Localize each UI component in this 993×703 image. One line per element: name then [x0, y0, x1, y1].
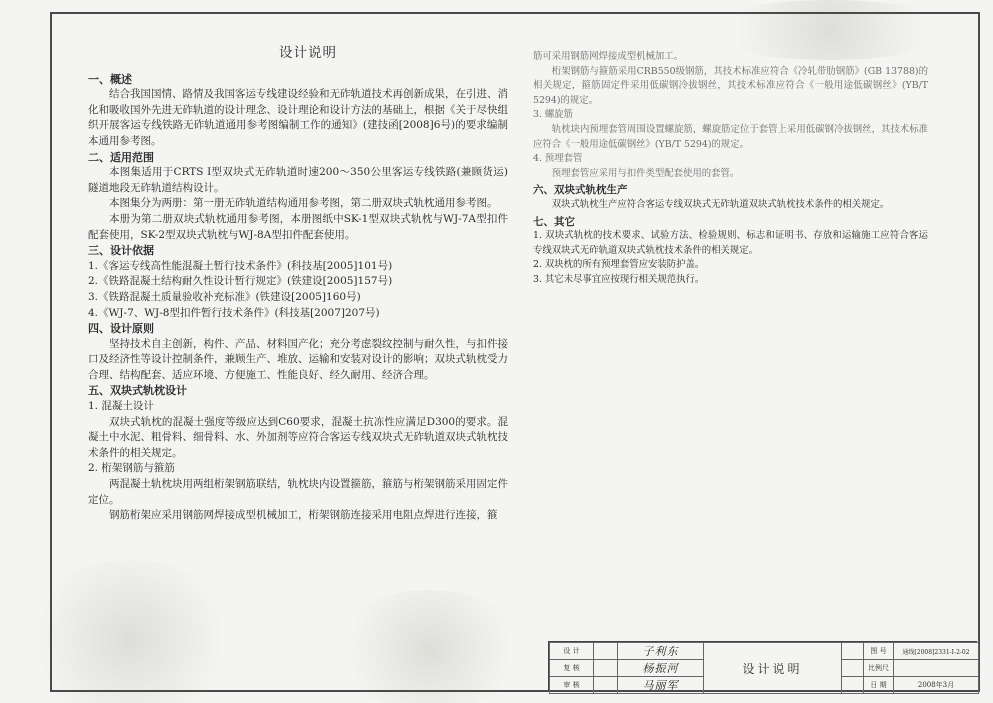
basis-item: 4.《WJ-7、WJ-8型扣件暂行技术条件》(科技基[2007]207号) — [88, 306, 380, 319]
subsection-embedded-sleeve: 4. 预埋套管 — [533, 153, 583, 165]
scale-value — [894, 660, 979, 677]
spiral-text: 轨枕块内预埋套管周围设置螺旋筋，螺旋筋定位于套管上采用低碳钢冷拔钢丝，其技术标准应符合《一般用途低碳钢丝》(YB/T 5294)的规定。 — [533, 123, 928, 150]
review-label: 复 核 — [550, 660, 594, 677]
approver-signature: 马丽军 — [618, 677, 704, 694]
scale-label: 比例尺 — [864, 660, 894, 677]
section-principles-heading: 四、设计原则 — [88, 322, 154, 336]
other-item: 2. 双块枕的所有预埋套管应安装防护盖。 — [533, 259, 705, 271]
page-title: 设计说明 — [279, 45, 337, 61]
designer-signature: 子利东 — [618, 643, 704, 660]
subsection-spiral: 3. 螺旋筋 — [533, 109, 574, 121]
right-column — [533, 50, 928, 288]
basis-item: 1.《客运专线高性能混凝土暂行技术条件》(科技基[2005]101号) — [88, 259, 393, 272]
drawing-no-label: 图 号 — [864, 643, 894, 660]
drawing-title: 设计说明 — [704, 643, 842, 694]
section-principles-text: 坚持技术自主创新，构件、产品、材料国产化；充分考虑裂纹控制与耐久性，与扣件接口及经济性等设计控制条件，兼顾生产、堆放、运输和安装对设计的影响；双块式轨枕受力合理、结构配套、适应环境、方便施工、性能良好、经久耐用、经济合理。 — [88, 337, 508, 381]
drawing-number: 通线[2008]2331-I-2-02 — [894, 643, 979, 660]
basis-item: 3.《铁路混凝土质量验收补充标准》(铁建设[2005]160号) — [88, 290, 361, 303]
truss-rebar-continued: 筋可采用钢筋网焊接成型机械加工。 — [533, 51, 684, 62]
section-scope-text-2: 本图集分为两册：第一册无砟轨道结构通用参考图，第二册双块式轨枕通用参考图。 — [109, 197, 498, 210]
section-production-text: 双块式轨枕生产应符合客运专线双块式无砟轨道双块式轨枕技术条件的相关规定。 — [551, 198, 890, 210]
section-basis-heading: 三、设计依据 — [88, 244, 154, 258]
section-scope-text-3: 本册为第二册双块式轨枕通用参考图，本册图纸中SK-1型双块式轨枕与WJ-7A型扣件配套使用，SK-2型双块式轨枕与WJ-8A型扣件配套使用。 — [88, 212, 508, 241]
rebar-standard-text: 桁架钢筋与箍筋采用CRB550级钢筋，其技术标准应符合《冷轧带肋钢筋》(GB 13788)的相关规定，箍筋固定件采用低碳钢冷拔钢丝，其技术标准应符合《一般用途低碳钢丝》(YB/T 5294)的规定。 — [533, 65, 928, 106]
embedded-sleeve-text: 预埋套管应采用与扣件类型配套使用的套管。 — [551, 167, 740, 179]
approve-label: 审 核 — [550, 677, 594, 694]
truss-rebar-text-2: 钢筋桁架应采用钢筋网焊接成型机械加工，桁架钢筋连接采用电阻点焊进行连接，箍 — [109, 509, 498, 522]
title-block — [548, 641, 977, 691]
section-other-heading: 七、其它 — [533, 215, 575, 228]
date-value: 2008年3月 — [894, 677, 979, 694]
section-scope-heading: 二、适用范围 — [88, 150, 154, 164]
section-overview-heading: 一、概述 — [88, 72, 132, 86]
subsection-truss-rebar: 2. 桁架钢筋与箍筋 — [88, 462, 175, 475]
section-sleeper-design-heading: 五、双块式轨枕设计 — [88, 384, 187, 398]
truss-rebar-text-1: 两混凝土轨枕块用两组桁架钢筋联结，轨枕块内设置箍筋，箍筋与桁架钢筋采用固定件定位。 — [88, 478, 508, 506]
section-scope-text-1: 本图集适用于CRTS I型双块式无砟轨道时速200～350公里客运专线铁路(兼顾货运)隧道地段无砟轨道结构设计。 — [88, 166, 508, 194]
left-column — [88, 46, 508, 524]
section-overview-text: 结合我国国情、路情及我国客运专线建设经验和无砟轨道技术再创新成果，在引进、消化和吸收国外先进无砟轨道的设计理念、设计理论和设计方法的基础上，根据《关于尽快组织开展客运专线铁路无砟轨道通用参考图编制工作的通知》(建技函[2008]6号)的要求编制本通用参考图。 — [88, 88, 508, 147]
design-label: 设 计 — [550, 643, 594, 660]
other-item: 1. 双块式轨枕的技术要求、试验方法、检验规则、标志和证明书、存放和运输施工应符合客运专线双块式无砟轨道双块式轨枕技术条件的相关规定。 — [533, 230, 928, 256]
subsection-concrete: 1. 混凝土设计 — [88, 400, 154, 413]
concrete-text: 双块式轨枕的混凝土强度等级应达到C60要求，混凝土抗冻性应满足D300的要求。混凝土中水泥、粗骨料、细骨料、水、外加剂等应符合客运专线双块式无砟轨道双块式轨枕技术条件的相关规定。 — [88, 415, 508, 459]
basis-item: 2.《铁路混凝土结构耐久性设计暂行规定》(铁建设[2005]157号) — [88, 275, 393, 288]
date-label: 日 期 — [864, 677, 894, 694]
other-item: 3. 其它未尽事宜应按现行相关规范执行。 — [533, 273, 705, 285]
section-production-heading: 六、双块式轨枕生产 — [533, 184, 628, 197]
reviewer-signature: 杨振河 — [618, 660, 704, 677]
